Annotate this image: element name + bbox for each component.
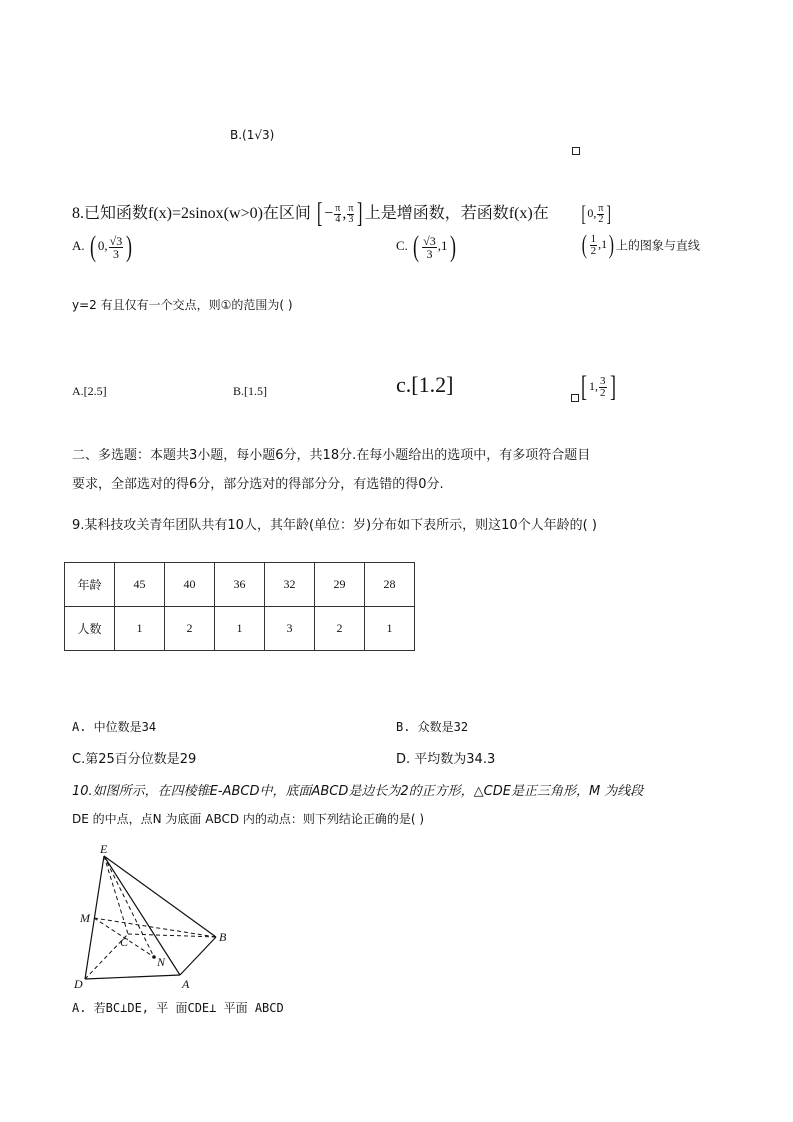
paren-open-icon: ( <box>89 230 96 263</box>
q7-option-b: B.(1√3) <box>230 128 275 142</box>
q8-side-interval-a <box>580 203 613 225</box>
paren-open-icon: ( <box>413 230 420 263</box>
bracket-close-icon: ] <box>609 370 616 403</box>
q8-opt-c-den: 3 <box>426 246 433 261</box>
q8-opt-c-label: C. <box>396 237 408 253</box>
table-cell: 40 <box>165 563 215 607</box>
table-cell: 2 <box>315 607 365 651</box>
segment-MB <box>94 918 216 937</box>
label-A: A <box>182 977 190 990</box>
bracket-close-icon: ] <box>606 201 612 226</box>
q10-option-a: A. 若BC⊥DE, 平 面CDE⊥ 平面 ABCD <box>72 1001 284 1015</box>
q8-opt-a-den: 3 <box>112 246 119 261</box>
q8-hi-den: 3 <box>348 213 354 225</box>
q8-lo-num: π <box>335 202 341 214</box>
q8-opt-c-one: ,1 <box>437 237 448 253</box>
table-cell: 3 <box>265 607 315 651</box>
paren-close-icon: ) <box>126 230 133 263</box>
q8-side-b-den: 2 <box>590 244 597 257</box>
bracket-open-icon: [ <box>581 370 587 403</box>
q8-stem: 8.已知函数f(x)=2sinox(w>0)在区间 [ − $\frac{\pi}{4}$ , $\frac{\pi}{3}$ ] 上是增函数，若函数f(x)在 <box>72 198 549 230</box>
q9-option-a: A. 中位数是34 <box>72 720 157 734</box>
edge-DA <box>85 975 180 979</box>
pyramid-figure <box>70 842 240 990</box>
section2-line1: 二、多选题：本题共3小题，每小题6分，共18分.在每小题给出的选项中，有多项符合题目 <box>72 448 591 463</box>
table-cell: 32 <box>265 563 315 607</box>
q8-opt-c-num: √3 <box>423 233 436 248</box>
paren-open-icon: ( <box>581 230 587 259</box>
table-cell: 1 <box>115 607 165 651</box>
bracket-open-icon: [ <box>581 201 586 226</box>
bracket-close-icon: ] <box>357 198 363 230</box>
edge-EA <box>104 856 180 975</box>
q8-choice-d-den: 2 <box>600 386 606 399</box>
q8-line2: y=2 有且仅有一个交点，则①的范围为( ) <box>72 298 293 312</box>
label-D: D <box>74 977 83 990</box>
q8-choice-d-num: 3 <box>600 374 606 387</box>
q8-opt-a-label: A. <box>72 237 85 253</box>
table-cell: 45 <box>115 563 165 607</box>
label-E: E <box>100 842 108 856</box>
q8-choice-b: B.[1.5] <box>233 384 267 398</box>
age-table <box>64 562 415 651</box>
table-cell: 1 <box>215 607 265 651</box>
q8-stem-b: 上是增函数，若函数f(x)在 <box>364 205 549 222</box>
table-cell: 36 <box>215 563 265 607</box>
q8-hi-num: π <box>348 202 354 214</box>
table-cell: 28 <box>365 563 415 607</box>
q8-tail: 上的图象与直线 <box>615 238 700 253</box>
q8-opt-a-num: √3 <box>109 233 123 248</box>
q8-side-num: π <box>598 202 604 214</box>
table-row <box>65 563 415 607</box>
label-C: C <box>120 935 129 949</box>
placeholder-box-icon <box>571 394 579 402</box>
label-M: M <box>80 911 90 925</box>
q8-side-den: 2 <box>598 213 604 225</box>
label-B: B <box>219 930 227 944</box>
q8-side-b-num: 1 <box>590 232 597 245</box>
q8-number: 8. <box>72 205 84 222</box>
edge-AB <box>180 937 216 975</box>
label-N: N <box>157 955 166 969</box>
table-cell: 1 <box>365 607 415 651</box>
section2-line2: 要求，全部选对的得6分，部分选对的得部分分，有选错的得0分. <box>72 477 444 492</box>
q9-option-d: D. 平均数为34.3 <box>396 752 496 767</box>
table-header-cell: 人数 <box>65 607 115 651</box>
edge-EB <box>104 856 216 937</box>
bracket-open-icon: [ <box>316 198 323 230</box>
q8-interval-sign: − <box>324 205 334 222</box>
q8-side-b-one: ,1 <box>598 236 608 251</box>
paren-close-icon: ) <box>608 230 615 259</box>
q8-option-c <box>396 232 458 262</box>
q8-option-a <box>72 232 134 262</box>
q10-line2: DE 的中点，点N 为底面 ABCD 内的动点：则下列结论正确的是( ) <box>72 812 425 826</box>
q8-stem-a: 已知函数f(x)=2sinox(w>0)在区间 <box>84 205 311 222</box>
table-header-cell: 年龄 <box>65 563 115 607</box>
edge-CB <box>128 934 216 937</box>
q9-option-c: C.第25百分位数是29 <box>72 752 197 767</box>
segment-EN <box>104 856 154 957</box>
table-cell: 2 <box>165 607 215 651</box>
q9-option-b: B. 众数是32 <box>396 720 469 734</box>
q10-line1: 10.如图所示，在四棱锥E-ABCD中，底面ABCD是边长为2的正方形，△CDE是正三角形，M 为线段 <box>72 784 644 799</box>
q8-side-zero: 0, <box>587 205 597 220</box>
table-cell: 29 <box>315 563 365 607</box>
table-row <box>65 607 415 651</box>
q8-choice-a: A.[2.5] <box>72 384 107 398</box>
q9-stem: 9.某科技攻关青年团队共有10人，其年龄(单位：岁)分布如下表所示，则这10个人年龄的( ) <box>72 518 597 533</box>
point-N <box>152 955 156 959</box>
q8-opt-a-zero: 0, <box>97 237 108 253</box>
placeholder-box-icon <box>572 140 580 159</box>
q8-lo-den: 4 <box>335 213 341 225</box>
q8-side-interval-b <box>580 232 700 258</box>
q8-choice-c: c.[1.2] <box>396 372 454 397</box>
paren-close-icon: ) <box>449 230 456 263</box>
q8-choice-d <box>571 372 618 402</box>
q8-choice-d-one: 1, <box>589 378 598 393</box>
